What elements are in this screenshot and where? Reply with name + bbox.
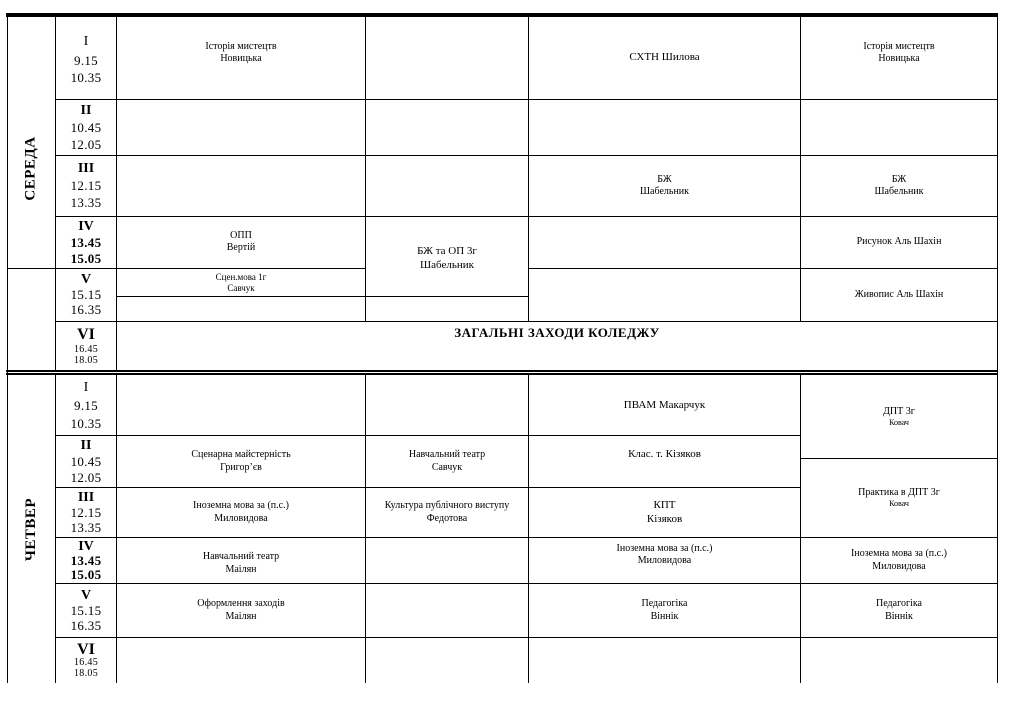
period-cell: VI 16.45 18.05	[74, 326, 98, 366]
class-cell: Педагогіка Віннік	[876, 598, 922, 622]
class-cell: КПТ Кізяков	[646, 498, 683, 525]
class-cell: Оформлення заходів Маілян	[197, 598, 285, 622]
class-cell-merged: Практика в ДПТ 3г Ковач	[858, 487, 940, 509]
day-label-thursday: ЧЕТВЕР	[23, 497, 40, 561]
period-cell: II 10.45 12.05	[70, 437, 102, 485]
right-border	[997, 16, 998, 683]
class-cell: Клас. т. Кізяков	[628, 448, 701, 461]
class-cell: Іноземна мова за (п.с.) Миловидова	[193, 500, 289, 524]
top-border	[6, 13, 998, 17]
period-cell: V 15.15 16.35	[70, 587, 102, 633]
day-label-wednesday: СЕРЕДА	[23, 136, 40, 201]
class-cell-merged: БЖ та ОП 3г Шабельник	[417, 244, 477, 271]
class-cell: Іноземна мова за (п.с.) Миловидова	[616, 542, 713, 566]
period-cell: I 9.15 10.35	[70, 34, 102, 86]
class-cell: Навчальний театр Савчук	[408, 449, 486, 473]
period-cell: VI 16.45 18.05	[74, 640, 98, 679]
period-cell: III 12.15 13.35	[70, 489, 102, 535]
class-cell: Навчальний театр Маілян	[202, 551, 280, 575]
class-cell: БЖ Шабельник	[874, 173, 924, 197]
day-separator	[6, 370, 998, 372]
class-cell-merged: ДПТ 3г Ковач	[883, 406, 915, 428]
class-cell: Сцен.мова 1г Савчук	[215, 271, 267, 293]
period-cell: III 12.15 13.35	[70, 161, 102, 211]
class-cell: Сценарна майстерність Григор’єв	[191, 449, 291, 473]
class-cell: Рисунок Аль Шахін	[856, 236, 942, 248]
period-cell: V 15.15 16.35	[70, 272, 102, 318]
period-cell: IV 13.45 15.05	[70, 218, 102, 266]
class-cell: Іноземна мова за (п.с.) Миловидова	[851, 548, 947, 572]
college-events-banner: ЗАГАЛЬНІ ЗАХОДИ КОЛЕДЖУ	[454, 324, 660, 340]
class-cell: Історія мистецтв Новицька	[863, 40, 935, 64]
class-cell: Культура публічного виступу Федотова	[384, 500, 510, 524]
class-cell: ОПП Вертій	[226, 229, 256, 253]
class-cell: СХТН Шилова	[629, 51, 700, 64]
period-cell: IV 13.45 15.05	[70, 538, 102, 583]
class-cell: Педагогіка Віннік	[641, 598, 688, 622]
period-cell: I 9.15 10.35	[70, 379, 102, 431]
class-cell: БЖ Шабельник	[639, 173, 690, 197]
class-cell: Живопис Аль Шахін	[854, 288, 944, 300]
period-cell: II 10.45 12.05	[70, 102, 102, 152]
class-cell: Історія мистецтв Новицька	[205, 40, 277, 64]
class-cell: ПВАМ Макарчук	[623, 398, 706, 411]
